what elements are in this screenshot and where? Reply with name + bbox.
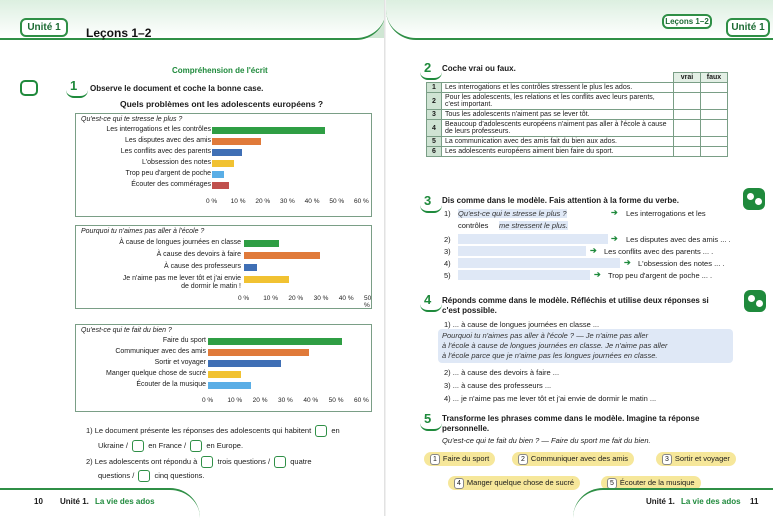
chart-3-box (75, 324, 372, 412)
ex3-answer-field-4[interactable] (458, 258, 620, 268)
vrai-cell[interactable] (674, 83, 701, 93)
footer-unit-right: Unité 1. (646, 497, 675, 506)
page-number-right: 11 (750, 497, 759, 506)
bar (212, 182, 229, 189)
question-1-line-1 (86, 425, 340, 437)
pair-work-icon (743, 188, 765, 210)
tick-label: 50 % (329, 198, 345, 205)
ex3-answer-field-2[interactable] (458, 234, 608, 244)
faux-cell[interactable] (701, 137, 728, 147)
tick-label: 40 % (338, 295, 354, 302)
ex3-item-5-number: 5) (444, 271, 451, 280)
q2-text-c: quatre (290, 456, 312, 466)
phrase-pill: 2 Communiquer avec des amis (512, 452, 634, 466)
tick-label: 20 % (252, 397, 268, 404)
bar (212, 149, 242, 156)
checkbox-q2-b[interactable] (274, 456, 286, 468)
ex4-item-4: 4) ... je n'aime pas me lever tôt et j'ai envie de dormir le matin ... (444, 394, 657, 403)
arrow-icon: ➔ (590, 246, 597, 255)
table-row: 3 Tous les adolescents n'aiment pas se lever tôt. (427, 110, 728, 120)
bar (212, 138, 261, 145)
faux-cell[interactable] (701, 83, 728, 93)
q2-text-a: 2) Les adolescents ont répondu à (86, 456, 198, 466)
left-page (0, 0, 386, 516)
arrow-icon: ➔ (611, 208, 618, 217)
category-label: L'obsession des notes (141, 159, 211, 166)
tick-label: 20 % (288, 295, 304, 302)
category-label: Les disputes avec des amis (125, 137, 211, 144)
tick-label: 10 % (230, 198, 246, 205)
faux-cell[interactable] (701, 120, 728, 137)
phrase-pill: 5 Écouter de la musique (601, 476, 701, 490)
vrai-cell[interactable] (674, 147, 701, 157)
arrow-icon: ➔ (611, 234, 618, 243)
q2-text-d: questions / (98, 470, 135, 480)
category-label: Les conflits avec des parents (120, 148, 211, 155)
category-label: À cause des devoirs à faire (156, 251, 241, 258)
table-row: 4 Beaucoup d'adolescents européens n'aiment pas aller à l'école à cause de leurs professeurs. (427, 120, 728, 137)
exercise-1-number: 1 (70, 78, 78, 93)
vrai-cell[interactable] (674, 110, 701, 120)
phrase-pill: 4 Manger quelque chose de sucré (448, 476, 580, 490)
bar (244, 240, 279, 247)
ex3-answer-field-3[interactable] (458, 246, 586, 256)
category-label: Écouter des commérages (131, 181, 211, 188)
chart-1-title: Qu'est-ce qui te stresse le plus ? (81, 116, 183, 123)
arrow-icon: ➔ (624, 258, 631, 267)
ex3-item-2-text: Les disputes avec des amis ... . (626, 235, 731, 244)
ex5-model: Qu'est-ce qui te fait du bien ? — Faire du sport me fait du bien. (442, 436, 651, 445)
header-vrai: vrai (674, 73, 701, 83)
q2-text-e: cinq questions. (154, 470, 205, 480)
faux-cell[interactable] (701, 147, 728, 157)
exercise-5-instruction-2: personnelle. (442, 424, 490, 433)
exercise-4-instruction-1: Réponds comme dans le modèle. Réfléchis et utilise deux réponses si (442, 296, 709, 305)
bar (212, 127, 325, 134)
category-label: Faire du sport (162, 337, 206, 344)
ex4-model-line-1: Pourquoi tu n'aimes pas aller à l'école ? — Je n'aime pas aller (442, 331, 649, 340)
q2-text-b: trois questions / (217, 456, 271, 466)
bar (208, 360, 281, 367)
tick-label: 50 % (364, 295, 372, 309)
q1-text-c: Ukraine / (98, 440, 129, 450)
exercise-2-instruction: Coche vrai ou faux. (442, 64, 516, 73)
table-row: 1 Les interrogations et les contrôles stressent le plus les ados. (427, 83, 728, 93)
q1-text-d: en France / (148, 440, 187, 450)
q1-text-e: en Europe. (206, 440, 244, 450)
ex4-model-line-2: à l'école à cause de longues journées en classe. Je n'aime pas aller (442, 341, 668, 350)
table-row: 6 Les adolescents européens aiment bien faire du sport. (427, 147, 728, 157)
tick-label: 30 % (313, 295, 329, 302)
vrai-cell[interactable] (674, 93, 701, 110)
tick-label: 0 % (202, 397, 214, 404)
lesson-tab[interactable]: Leçons 1–2 (662, 14, 712, 29)
tick-label: 50 % (328, 397, 344, 404)
footer-title-left: La vie des ados (95, 497, 155, 506)
bar (208, 338, 342, 345)
checkbox-q1[interactable] (315, 425, 327, 437)
checkbox-q2-c[interactable] (138, 470, 150, 482)
exercise-1-instruction: Observe le document et coche la bonne case. (90, 84, 264, 93)
ex3-item-4-number: 4) (444, 259, 451, 268)
question-2-line-1 (86, 456, 312, 468)
category-label: À cause de longues journées en classe (119, 239, 241, 246)
tick-label: 0 % (238, 295, 250, 302)
exercise-3-instruction: Dis comme dans le modèle. Fais attention à la forme du verbe. (442, 196, 679, 205)
right-page (386, 0, 773, 516)
category-label: Les interrogations et les contrôles (106, 126, 211, 133)
unit-tab[interactable]: Unité 1 (20, 18, 68, 37)
tick-label: 60 % (354, 397, 369, 404)
tick-label: 0 % (206, 198, 218, 205)
ex4-item-1: 1) ... à cause de longues journées en classe ... (444, 320, 600, 329)
faux-cell[interactable] (701, 110, 728, 120)
table-row: 5 La communication avec des amis fait du bien aux ados. (427, 137, 728, 147)
bar (244, 264, 257, 271)
bar (208, 382, 251, 389)
phrase-pill: 3 Sortir et voyager (656, 452, 736, 466)
exercise-4-instruction-2: c'est possible. (442, 306, 497, 315)
pair-work-icon (744, 290, 766, 312)
unit-tab-right[interactable]: Unité 1 (726, 18, 770, 37)
bar (212, 160, 234, 167)
footer-unit-left: Unité 1. (60, 497, 89, 506)
category-label: Communiquer avec des amis (115, 348, 206, 355)
bar (244, 252, 320, 259)
vrai-cell[interactable] (674, 120, 701, 137)
bar (212, 171, 224, 178)
exercise-5-instruction-1: Transforme les phrases comme dans le modèle. Imagine ta réponse (442, 414, 700, 423)
ex3-answer-field-5[interactable] (458, 270, 590, 280)
ex3-item-2-number: 2) (444, 235, 451, 244)
tick-label: 10 % (263, 295, 279, 302)
true-false-table (426, 72, 728, 157)
ex3-item-3-number: 3) (444, 247, 451, 256)
ex3-item-3-text: Les conflits avec des parents ... . (604, 247, 714, 256)
vrai-cell[interactable] (674, 137, 701, 147)
exercise-3-number: 3 (424, 193, 432, 208)
checkbox-france[interactable] (190, 440, 202, 452)
question-2-line-2 (98, 470, 205, 482)
arrow-icon: ➔ (594, 270, 601, 279)
phrase-pill: 1 Faire du sport (424, 452, 495, 466)
bar (208, 371, 241, 378)
exercise-2-number: 2 (424, 60, 432, 75)
chart-3-title: Qu'est-ce qui te fait du bien ? (81, 327, 172, 334)
ex3-model-number: 1) (444, 209, 451, 218)
ex3-item-4-text: L'obsession des notes ... . (638, 259, 725, 268)
ex4-model-line-3: à l'école parce que je n'aime pas les longues journées en classe. (442, 351, 658, 360)
category-label: Manger quelque chose de sucré (105, 370, 206, 377)
bar (244, 276, 289, 283)
exercise-5-number: 5 (424, 411, 432, 426)
right-header-curve (386, 0, 773, 40)
category-label: Trop peu d'argent de poche (125, 170, 211, 177)
question-1-line-2 (98, 440, 243, 452)
page-number-left: 10 (34, 497, 43, 506)
section-title: Compréhension de l'écrit (172, 66, 268, 75)
footer-title-right: La vie des ados (681, 497, 741, 506)
faux-cell[interactable] (701, 93, 728, 110)
tick-label: 40 % (303, 397, 319, 404)
ex3-model-answer-3: me stressent le plus. (499, 221, 568, 230)
reading-icon (20, 80, 38, 96)
ex3-model-answer: Les interrogations et les (626, 209, 706, 218)
checkbox-ukraine[interactable] (132, 440, 144, 452)
tick-label: 30 % (280, 198, 295, 205)
exercise-4-number: 4 (424, 292, 432, 307)
document-title: Quels problèmes ont les adolescents européens ? (120, 99, 324, 109)
ex3-model-answer-2: contrôles (458, 221, 489, 230)
category-label: À cause des professeurs (163, 263, 241, 270)
ex4-item-2: 2) ... à cause des devoirs à faire ... (444, 368, 560, 377)
bar (208, 349, 309, 356)
checkbox-q2-a[interactable] (201, 456, 213, 468)
lesson-title: Leçons 1–2 (86, 26, 152, 40)
tick-label: 30 % (278, 397, 293, 404)
category-label: Écouter de la musique (136, 381, 206, 388)
tick-label: 10 % (227, 397, 243, 404)
ex4-item-3: 3) ... à cause des professeurs ... (444, 381, 552, 390)
tick-label: 60 % (354, 198, 369, 205)
tick-label: 20 % (255, 198, 271, 205)
q1-text-a: 1) Le document présente les réponses des adolescents qui habitent (86, 425, 312, 435)
category-label: Sortir et voyager (154, 359, 206, 366)
chart-1-box (75, 113, 372, 217)
header-faux: faux (701, 73, 728, 83)
tick-label: 40 % (304, 198, 320, 205)
q1-text-b: en (331, 425, 340, 435)
ex3-model-question: Qu'est-ce qui te stresse le plus ? (458, 209, 567, 218)
chart-2-box (75, 225, 372, 309)
category-label: Je n'aime pas me lever tôt et j'ai envie de dormir le matin ! (122, 275, 241, 291)
ex3-item-5-text: Trop peu d'argent de poche ... . (608, 271, 713, 280)
table-row: 2 Pour les adolescents, les relations et les conflits avec leurs parents, c'est important. (427, 93, 728, 110)
chart-2-title: Pourquoi tu n'aimes pas aller à l'école ? (81, 228, 205, 235)
